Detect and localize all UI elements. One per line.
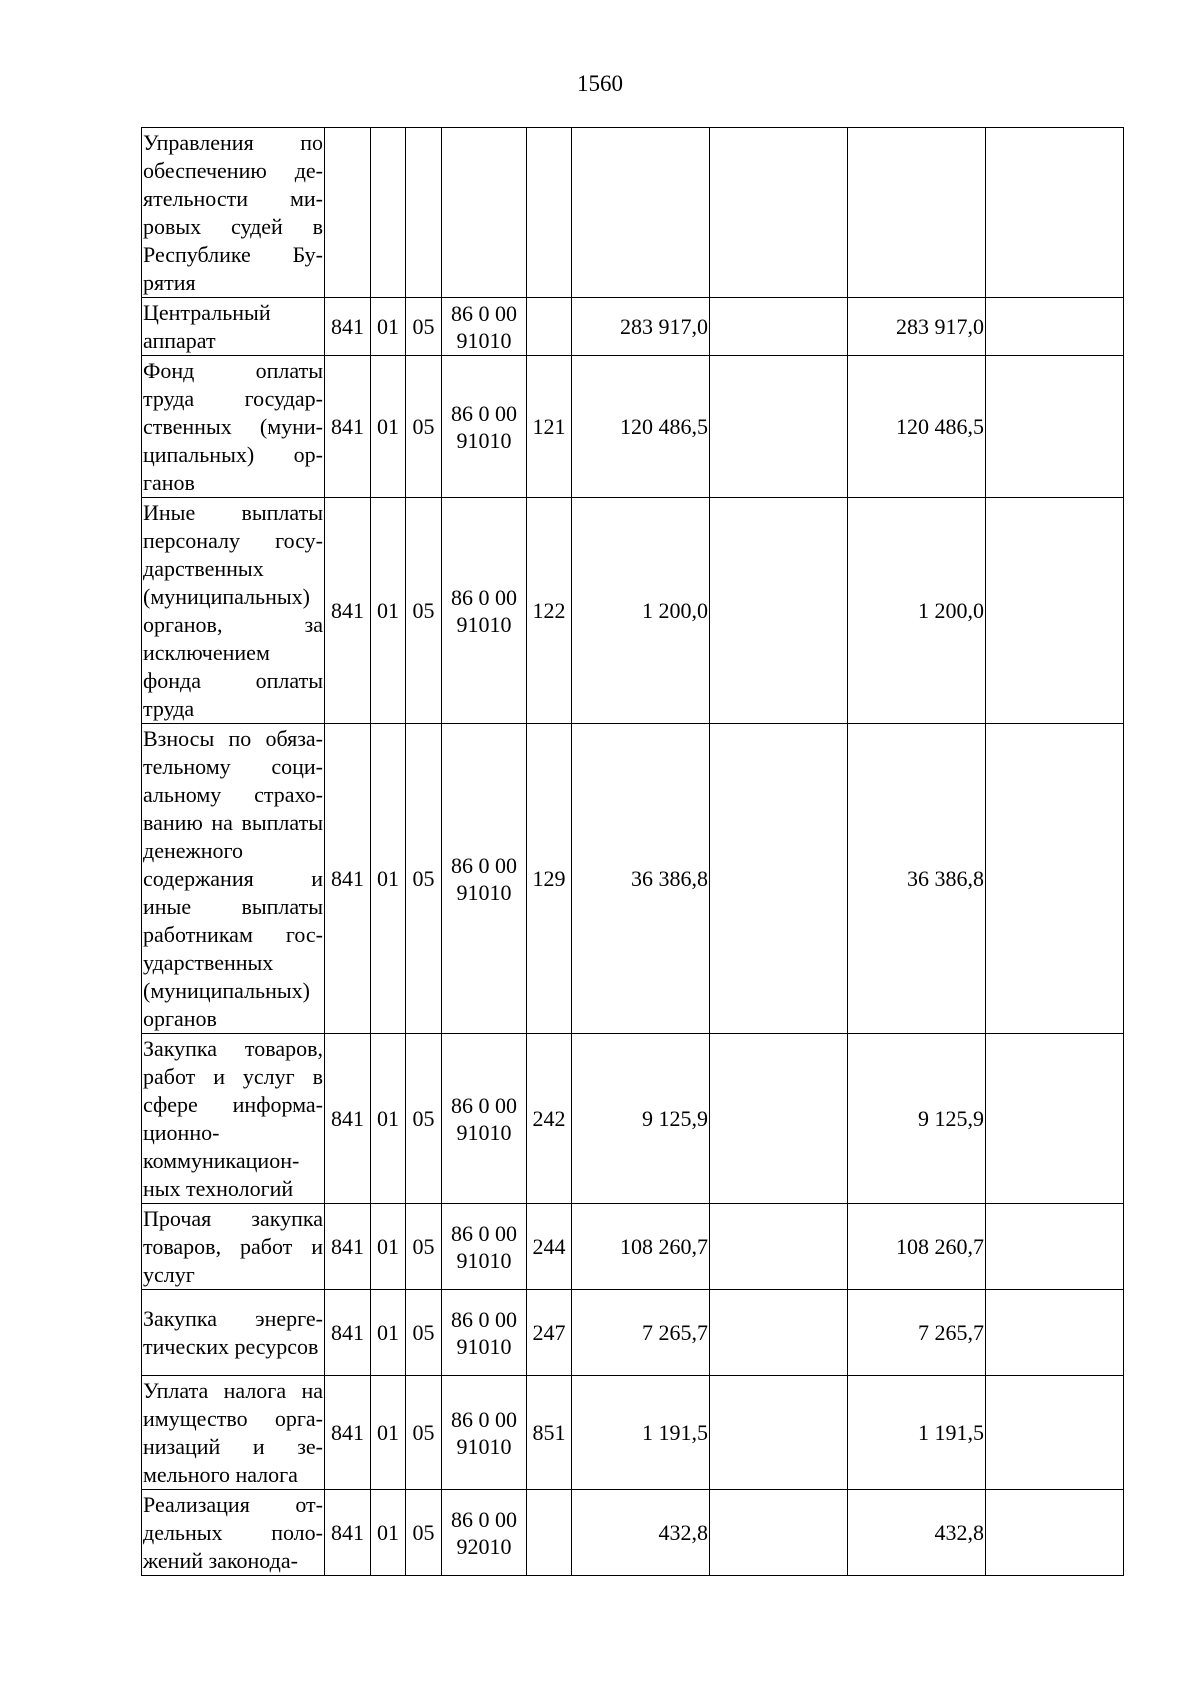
target-article-code: 86 0 00 91010 <box>442 1034 527 1204</box>
amount-column-4 <box>986 498 1124 724</box>
amount-column-2 <box>710 298 848 356</box>
amount-total: 7 265,7 <box>572 1290 710 1376</box>
budget-table <box>141 127 1124 1576</box>
row-name: Закупка товаров, работ и услуг в сфере информационно-коммуникационных технологий <box>142 1034 325 1204</box>
amount-total: 9 125,9 <box>572 1034 710 1204</box>
row-name: Реализация отдельных положений законода- <box>142 1490 325 1576</box>
amount-total: 1 191,5 <box>572 1376 710 1490</box>
target-article-code <box>442 128 527 298</box>
amount-total: 120 486,5 <box>572 356 710 498</box>
table-row <box>142 724 1124 1034</box>
amount-column-2 <box>710 1034 848 1204</box>
table-row <box>142 1034 1124 1204</box>
table-row <box>142 1204 1124 1290</box>
amount-column-3: 1 200,0 <box>848 498 986 724</box>
subsection-code <box>406 128 442 298</box>
page-number: 1560 <box>577 71 623 96</box>
subsection-code: 05 <box>406 724 442 1034</box>
amount-column-2 <box>710 1376 848 1490</box>
target-article-code: 86 0 00 91010 <box>442 724 527 1034</box>
subsection-code: 05 <box>406 1290 442 1376</box>
ministry-code <box>325 128 371 298</box>
ministry-code: 841 <box>325 1490 371 1576</box>
section-code: 01 <box>371 498 406 724</box>
amount-total <box>572 128 710 298</box>
amount-column-4 <box>986 724 1124 1034</box>
row-name: Фонд оплаты труда государственных (муниципальных) органов <box>142 356 325 498</box>
target-article-code: 86 0 00 91010 <box>442 1290 527 1376</box>
target-article-code: 86 0 00 92010 <box>442 1490 527 1576</box>
ministry-code: 841 <box>325 298 371 356</box>
table-row <box>142 1290 1124 1376</box>
amount-column-2 <box>710 724 848 1034</box>
row-name: Иные выплаты персоналу государственных (муниципальных) органов, за исключением фонда оплаты труда <box>142 498 325 724</box>
target-article-code: 86 0 00 91010 <box>442 1376 527 1490</box>
expense-type-code: 851 <box>527 1376 572 1490</box>
amount-column-3 <box>848 128 986 298</box>
table-row <box>142 128 1124 298</box>
expense-type-code: 121 <box>527 356 572 498</box>
section-code: 01 <box>371 724 406 1034</box>
amount-column-2 <box>710 1204 848 1290</box>
expense-type-code: 242 <box>527 1034 572 1204</box>
amount-column-2 <box>710 1490 848 1576</box>
expense-type-code <box>527 298 572 356</box>
amount-column-4 <box>986 1490 1124 1576</box>
amount-column-4 <box>986 128 1124 298</box>
table-row <box>142 298 1124 356</box>
section-code: 01 <box>371 298 406 356</box>
row-name: Закупка энергетических ресурсов <box>142 1290 325 1376</box>
amount-column-4 <box>986 1376 1124 1490</box>
ministry-code: 841 <box>325 1204 371 1290</box>
subsection-code: 05 <box>406 1490 442 1576</box>
amount-column-4 <box>986 1034 1124 1204</box>
amount-column-4 <box>986 298 1124 356</box>
ministry-code: 841 <box>325 356 371 498</box>
amount-column-2 <box>710 498 848 724</box>
table-row <box>142 356 1124 498</box>
ministry-code: 841 <box>325 724 371 1034</box>
target-article-code: 86 0 00 91010 <box>442 356 527 498</box>
table-row <box>142 1490 1124 1576</box>
amount-column-2 <box>710 128 848 298</box>
section-code <box>371 128 406 298</box>
expense-type-code: 247 <box>527 1290 572 1376</box>
row-name: Прочая закупка товаров, работ и услуг <box>142 1204 325 1290</box>
ministry-code: 841 <box>325 1034 371 1204</box>
row-name: Уплата налога на имущество организаций и земельного налога <box>142 1376 325 1490</box>
subsection-code: 05 <box>406 1204 442 1290</box>
section-code: 01 <box>371 1204 406 1290</box>
amount-total: 283 917,0 <box>572 298 710 356</box>
amount-column-2 <box>710 1290 848 1376</box>
subsection-code: 05 <box>406 356 442 498</box>
row-name: Взносы по обязательному социальному страхованию на выплаты денежного содержания и иные выплаты работникам государственных (муниципальных) органов <box>142 724 325 1034</box>
amount-column-3: 9 125,9 <box>848 1034 986 1204</box>
amount-total: 1 200,0 <box>572 498 710 724</box>
amount-column-4 <box>986 356 1124 498</box>
row-name: Управления по обеспечению деятельности мировых судей в Республике Бурятия <box>142 128 325 298</box>
expense-type-code <box>527 1490 572 1576</box>
subsection-code: 05 <box>406 1034 442 1204</box>
amount-total: 432,8 <box>572 1490 710 1576</box>
subsection-code: 05 <box>406 298 442 356</box>
ministry-code: 841 <box>325 1290 371 1376</box>
expense-type-code <box>527 128 572 298</box>
expense-type-code: 244 <box>527 1204 572 1290</box>
amount-column-3: 36 386,8 <box>848 724 986 1034</box>
section-code: 01 <box>371 1034 406 1204</box>
section-code: 01 <box>371 1290 406 1376</box>
amount-column-3: 108 260,7 <box>848 1204 986 1290</box>
subsection-code: 05 <box>406 498 442 724</box>
target-article-code: 86 0 00 91010 <box>442 298 527 356</box>
target-article-code: 86 0 00 91010 <box>442 1204 527 1290</box>
amount-column-4 <box>986 1204 1124 1290</box>
row-name: Центральный аппарат <box>142 298 325 356</box>
amount-column-4 <box>986 1290 1124 1376</box>
ministry-code: 841 <box>325 498 371 724</box>
amount-column-3: 120 486,5 <box>848 356 986 498</box>
amount-column-3: 1 191,5 <box>848 1376 986 1490</box>
amount-total: 36 386,8 <box>572 724 710 1034</box>
subsection-code: 05 <box>406 1376 442 1490</box>
ministry-code: 841 <box>325 1376 371 1490</box>
amount-total: 108 260,7 <box>572 1204 710 1290</box>
amount-column-3: 432,8 <box>848 1490 986 1576</box>
expense-type-code: 129 <box>527 724 572 1034</box>
table-row <box>142 1376 1124 1490</box>
table-row <box>142 498 1124 724</box>
section-code: 01 <box>371 1490 406 1576</box>
amount-column-2 <box>710 356 848 498</box>
amount-column-3: 283 917,0 <box>848 298 986 356</box>
target-article-code: 86 0 00 91010 <box>442 498 527 724</box>
amount-column-3: 7 265,7 <box>848 1290 986 1376</box>
expense-type-code: 122 <box>527 498 572 724</box>
section-code: 01 <box>371 1376 406 1490</box>
section-code: 01 <box>371 356 406 498</box>
